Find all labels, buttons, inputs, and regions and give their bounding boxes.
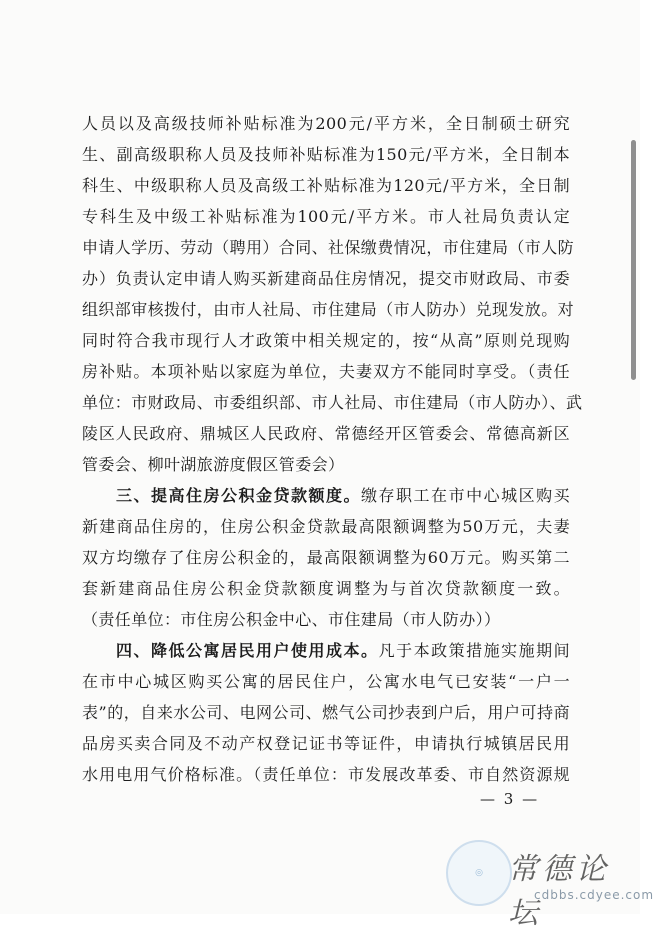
paragraph-line: 组织部审核拨付，由市人社局、市住建局（市人防办）兑现发放。对 [82,300,575,319]
section-4-first-line [82,635,570,666]
section-3-heading: 三、提高住房公积金贷款额度。 [116,486,362,505]
paragraph-line: 专科生及中级工补贴标准为100元/平方米。市人社局负责认定 [82,207,570,226]
paragraph-line: 水用电用气价格标准。（责任单位：市发展改革委、市自然资源规 [82,765,570,784]
paragraph-line: 生、副高级职称人员及技师补贴标准为150元/平方米，全日制本 [82,145,570,164]
section-3-text: 缴存职工在市中心城区购买 [361,486,570,505]
paragraph-line: 套新建商品住房公积金贷款额度调整为与首次贷款额度一致。 [82,579,570,598]
watermark-url: cdbbs.cdyee.com [534,888,654,902]
paragraph-line: 新建商品住房的，住房公积金贷款最高限额调整为50万元，夫妻 [82,517,570,536]
paragraph-line: 陵区人民政府、鼎城区人民政府、常德经开区管委会、常德高新区 [82,424,570,443]
section-4-text: 凡于本政策措施实施期间 [378,641,570,660]
section-3-first-line [82,480,570,511]
forum-watermark [440,836,654,931]
document-body [82,108,583,790]
paragraph-line: 办）负责认定申请人购买新建商品住房情况，提交市财政局、市委 [82,269,570,288]
paragraph-line: 人员以及高级技师补贴标准为200元/平方米，全日制硕士研究 [82,114,570,133]
watermark-title: 常德论坛 [508,852,610,931]
paragraph-line: 同时符合我市现行人才政策中相关规定的，按“从高”原则兑现购 [82,331,570,350]
section-4-heading: 四、降低公寓居民用户使用成本。 [116,641,379,660]
paragraph-line: 品房买卖合同及不动产权登记证书等证件，申请执行城镇居民用 [82,734,570,753]
paragraph-line: 管委会、柳叶湖旅游度假区管委会） [82,455,345,474]
paragraph-line: 双方均缴存了住房公积金的，最高限额调整为60万元。购买第二 [82,548,570,567]
paragraph-line: 科生、中级职称人员及高级工补贴标准为120元/平方米，全日制 [82,176,570,195]
paragraph-line: 申请人学历、劳动（聘用）合同、社保缴费情况，市住建局（市人防 [82,238,575,257]
paragraph-line: 在市中心城区购买公寓的居民住户，公寓水电气已安装“一户一 [82,672,570,691]
scrollbar[interactable] [631,140,636,380]
paragraph-line: （责任单位：市住房公积金中心、市住建局（市人防办）） [82,610,501,629]
paragraph-line: 房补贴。本项补贴以家庭为单位，夫妻双方不能同时享受。（责任 [82,362,570,381]
paragraph-line: 单位：市财政局、市委组织部、市人社局、市住建局（市人防办）、武 [82,393,583,412]
paragraph-line: 表”的，自来水公司、电网公司、燃气公司抄表到户后，用户可持商 [82,703,570,722]
forum-logo-icon: ◎ [446,840,512,906]
page-number: — 3 — [480,790,540,808]
